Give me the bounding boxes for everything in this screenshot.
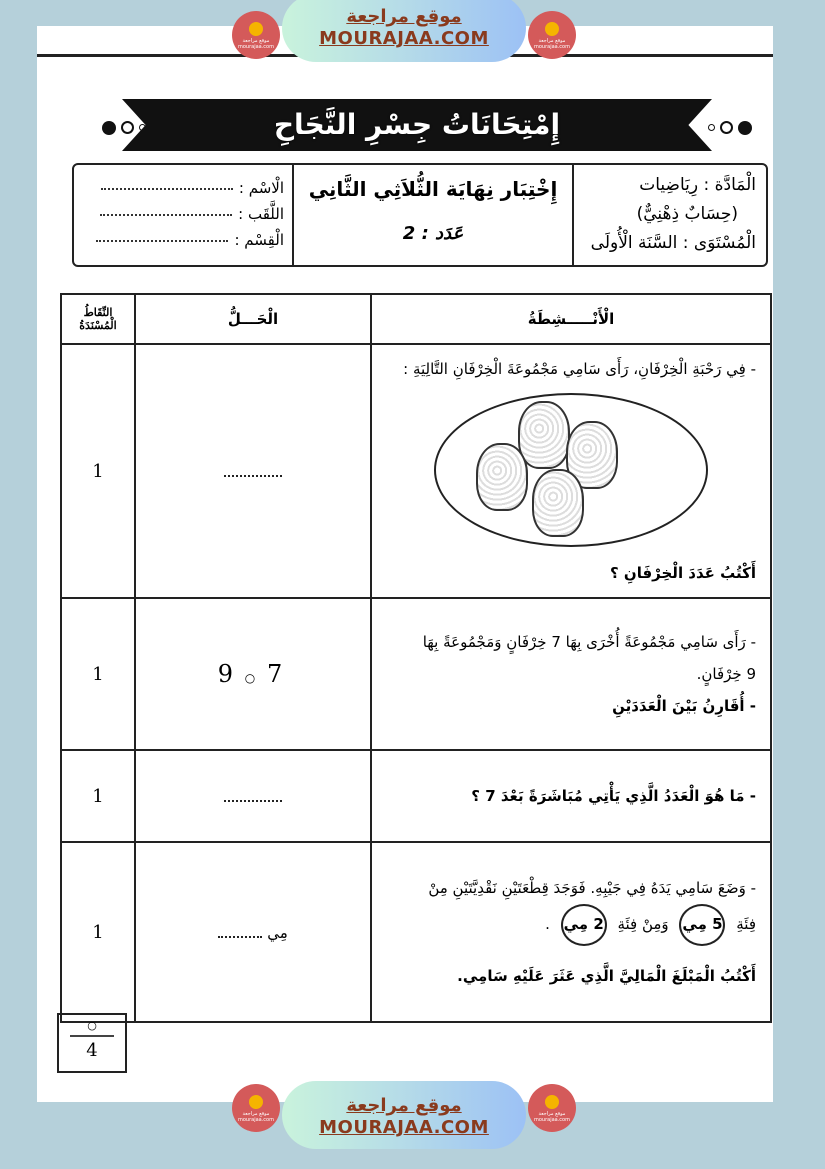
header-solution: الْحَـــلُّ xyxy=(135,294,371,344)
mourajaa-logo-icon: موقع مراجعة mourajaa.com xyxy=(528,11,576,59)
exam-title: إِخْتِبَار نِهَايَة الثُّلاَثِي الثَّانِي xyxy=(308,177,558,201)
answer-field[interactable]: مِي xyxy=(135,842,371,1022)
exam-number: عَدَد : 2 xyxy=(402,223,464,244)
watermark-arabic: موقع مراجعة xyxy=(346,1095,462,1116)
comparison-answer[interactable]: 9 ○ 7 xyxy=(135,598,371,750)
header-points: النِّقَاطُ الْمُسْنَدَةُ xyxy=(61,294,135,344)
points-cell: 1 xyxy=(61,842,135,1022)
activity-cell: - مَا هُوَ الْعَدَدُ الَّذِي يَأْتِي مُبَاشَرَةً بَعْدَ 7 ؟ xyxy=(371,750,771,842)
score-denominator: 4 xyxy=(86,1040,98,1061)
question: - أُقَارِنُ بَيْنَ الْعَدَدَيْنِ xyxy=(612,697,756,715)
activity-cell: - رَأَى سَامِي مَجْمُوعَةً أُخْرَى بِهَا 7 خِرْفَانٍ وَمَجْمُوعَةً بِهَا 9 خِرْفَانٍ. - أُقَارِنُ بَيْنَ الْعَدَدَيْنِ xyxy=(371,598,771,750)
answer-field[interactable] xyxy=(135,344,371,598)
table-row xyxy=(61,842,771,1022)
subject-detail: (حِسَابٌ ذِهْنِيٌّ) xyxy=(636,204,738,224)
subject-info xyxy=(574,165,766,265)
watermark-bottom[interactable] xyxy=(282,1081,526,1149)
table-header-row xyxy=(61,294,771,344)
watermark-arabic: موقع مراجعة xyxy=(346,6,462,27)
score-box xyxy=(57,1013,127,1073)
banner-dots-right xyxy=(708,117,752,136)
comparison-circle[interactable]: ○ xyxy=(244,671,262,685)
mourajaa-logo-icon: موقع مراجعة mourajaa.com xyxy=(232,11,280,59)
question: أَكْتُبُ عَدَدَ الْخِرْفَانِ ؟ xyxy=(609,564,756,582)
sheep-icon xyxy=(532,469,584,537)
sheep-icon xyxy=(518,401,570,469)
subject: الْمَادَّة : رِيَاضِيات xyxy=(639,175,756,195)
table-row xyxy=(61,344,771,598)
student-info xyxy=(74,165,294,265)
table-row xyxy=(61,598,771,750)
score-numerator: ○ xyxy=(87,1019,97,1032)
sheep-icon xyxy=(476,443,528,511)
level: الْمُسْتَوَى : السَّنَة الْأُولَى xyxy=(590,233,756,253)
banner-title: إِمْتِحَانَاتُ جِسْرِ النَّجَاحِ xyxy=(273,108,561,141)
coin-2-mi: 2 مِي xyxy=(561,904,607,946)
surname-field[interactable]: اللَّقَب : xyxy=(82,201,284,227)
header-activities: الْأَنْـــــشِطَةُ xyxy=(371,294,771,344)
exam-title-box xyxy=(294,165,574,265)
class-field[interactable]: الْقِسْم : xyxy=(82,227,284,253)
activity-cell: - فِي رَحْبَةِ الْخِرْفَانِ، رَأَى سَامِي مَجْمُوعَةَ الْخِرْفَانِ التَّالِيَةِ : أَكْتُبُ عَدَدَ الْخِرْفَانِ ؟ xyxy=(371,344,771,598)
activity-cell: - وَضَعَ سَامِي يَدَهُ فِي جَيْبِهِ. فَوَجَدَ قِطْعَتَيْنِ نَقْدِيَّتَيْنِ مِنْ فِئَةِ 5 مِي وَمِنْ فِئَةِ 2 مِي . أَكْتُبُ الْمَبْلَغَ الْمَالِيَّ الَّذِي عَثَرَ عَلَيْهِ سَامِي. xyxy=(371,842,771,1022)
points-cell: 1 xyxy=(61,344,135,598)
name-field[interactable]: الْاسْم : xyxy=(82,175,284,201)
coin-5-mi: 5 مِي xyxy=(679,904,725,946)
table-row xyxy=(61,750,771,842)
points-cell: 1 xyxy=(61,750,135,842)
answer-field[interactable] xyxy=(135,750,371,842)
mourajaa-logo-icon: موقع مراجعة mourajaa.com xyxy=(232,1084,280,1132)
question: أَكْتُبُ الْمَبْلَغَ الْمَالِيَّ الَّذِي عَثَرَ عَلَيْهِ سَامِي. xyxy=(457,967,756,985)
points-cell: 1 xyxy=(61,598,135,750)
mourajaa-logo-icon: موقع مراجعة mourajaa.com xyxy=(528,1084,576,1132)
exam-header xyxy=(72,163,768,267)
sheep-illustration xyxy=(434,393,708,547)
watermark-domain: MOURAJAA.COM xyxy=(319,1117,489,1138)
watermark-domain: MOURAJAA.COM xyxy=(319,28,489,49)
exercise-table xyxy=(60,293,772,1023)
watermark-top[interactable] xyxy=(282,0,526,62)
